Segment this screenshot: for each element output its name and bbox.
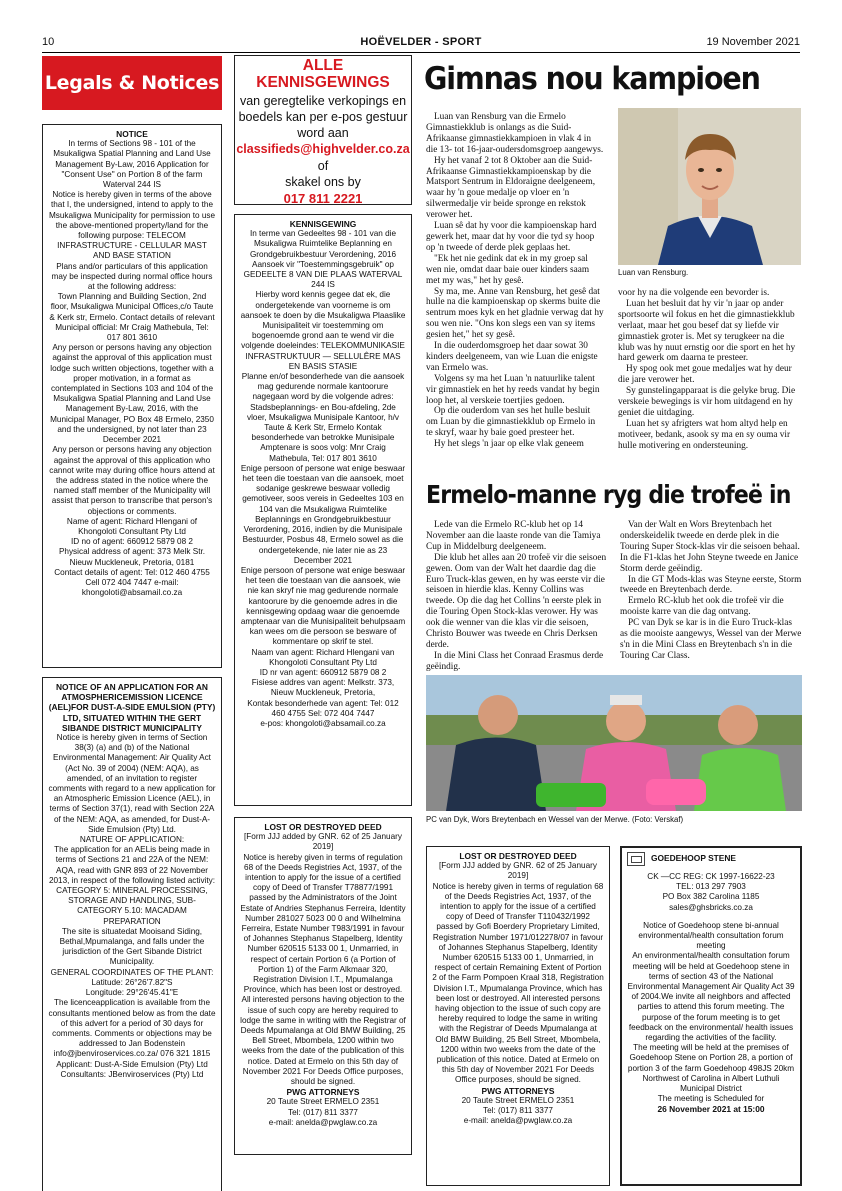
photo-illustration (618, 108, 801, 265)
photo-rc-club-members (426, 675, 802, 811)
kennisgewing-body: In terme van Gedeeltes 98 - 101 van die Msukaligwa Ruimtelike Beplanning en Grondgebruikbestuur Verordening, 2016 Aansoek vir "Toestemmingsgebruik" op GEDEELTE 8 VAN DIE PLAAS WATERVAL 244 IS Hierby word kennis gegee dat ek, die ondergetekende van voorneme is om aansoek te doen by die Msukaligwa Plaaslike Munisipaliteit vir toestemming om bogenoemde grond aan te wend vir die volgende doeleindes: TELEKOMMUNIKASIE INFRASTRUKTUUR — SELLULÊRE MAS EN BASIS STASIE Planne en/of besonderhede van die aansoek mag gedurende normale kantoorure nagegaan word by die volgende adres: Stadsbeplannings- en Bou-afdeling, 2de vloer, Msukaligwa Munisipale Kantoor, h/v Taute & Kerk Str, Ermelo Kontak besonderhede van betrokke Munisipale Amptenare is soos volg: Mnr Craig Mathebula, Tel: 017 801 3610 Enige persoon of persone wat enige beswaar het teen die toestaan van die aansoek, moet sodanige geskrewe beswaar volledig gemotiveer, soos vereis in Gedeeltes 103 en 104 van die Msukaligwa Ruimtelike Beplannings en Grondgebruikbestuur Verordening, 2016, indien by die Munisipale Bestuurder, Posbus 48, Ermelo sowel as die ondergetekende, nie later nie as 23 December 2021 Enige persoon of persone wat enige beswaar het teen die toestaan van die aansoek, wie nie kan skryf nie mag gedurende normale kantoorure by die genoemde adres in die kennisgewing opdaag waar die genoemde amptenaar van die Munisipaliteit behulpsaam kan wees om die persoon se besware of kommentare op skrif te stel. Naam van agent: Richard Hlengani van Khongoloti Consultant Pty Ltd ID nr van agent: 660912 5879 08 2 Fisiese addres van agent: Melkstr. 373, Nieuw Muckleneuk, Pretoria, Kontak besonderhede van agent: Tel: 012 460 4755 Sel: 072 404 7447 e-pos: khongoloti@absamail.co.za (240, 229, 406, 728)
issue-date: 19 November 2021 (706, 36, 800, 48)
paragraph: Die klub het alles aan 20 trofeë vir die seisoen gewen. Oom van der Walt het daardie dag die Euro Truck-klas gewen, en hy was eerste vir die seisoen in hierdie klas. Kenny Collins was tweede. Op die dag het Collins 'n eerste plek in die Touring Open Stock-klas verower. Hy was ook die wenner van die klas vir die seisoen, Christo Bouwer was tweede en Chris Derksen derde. (426, 552, 607, 650)
photo-caption-rc-club: PC van Dyk, Wors Breytenbach en Wessel van der Merwe. (Foto: Verskaf) (426, 815, 684, 824)
paragraph: Hy spog ook met goue medaljes wat hy deur die jare verower het. (618, 364, 792, 386)
lost-deed-body: [Form JJJ added by GNR. 62 of 25 January 2019] Notice is hereby given in terms of regulation 68 of the Deeds Registries Act, 1937, of the intention to apply for the issue of a certified copy of Deed of Transfer T78877/1991 passed by the Administrators of the Joint Estate of Andries Stephanus Ferreira, Identity Number 281027 5023 00 0 and Wilhelmina Ferreira, Estate Number T983/1991 in favour of Johannes Stephanus Stapelberg, Identity Number 620515 5133 00 1, Unmarried, in respect of certain Portion 6 (a Portion of Portion 1) of the Farm Alkmaar 320, Registration Division I.T., Mpumalanga Province, which has been lost or destroyed. All interested persons having objection to the issue of such copy are hereby required to lodge the same in writing with the Registrar of Deeds Mpumalanga at Old BMW Building, 25 Bell Street, Mbombela, 1200 within two weeks from the date of the publication of this notice. Dated at Ermelo on this 5th day of November 2021 For Deeds Office purposes, should be signed. (240, 832, 406, 1087)
paragraph: Sy gunstelingapparaat is die gelyke brug. Die verskeie bewegings is vir hom uitdagend en hy geniet die uitdaging. (618, 386, 796, 418)
goedehoop-logo-icon (627, 852, 645, 866)
paragraph: Op die ouderdom van ses het hulle besluit om Luan by die gimnastiekklub op Ermelo in te skryf, waar hy baie goed presteer het. (426, 406, 596, 439)
paragraph: Luan van Rensburg van die Ermelo Gimnastiekklub is onlangs as die Suid-Afrikaanse gimnastiekkampioen in vlak 4 in die 13- tot 16-jaar-oudersdomsgroep aangewys. (426, 112, 604, 155)
article2-column-2 (620, 520, 802, 662)
header-divider (42, 52, 800, 53)
photo-caption-luan: Luan van Rensburg. (618, 268, 689, 277)
paragraph: Ermelo RC-klub het ook die trofeë vir die mooiste karre van die dag ontvang. (620, 596, 784, 618)
lost-deed-body: [Form JJJ added by GNR. 62 of 25 January 2019] Notice is hereby given in terms of regulation 68 of the Deeds Registries Act, 1937, of the intention to apply for the issue of a certified copy of Deed of Transfer T110432/1992 passed by Gofi Boerdery Proprietary Limited, Registration Number 1971/012278/07 in favour of Johannes Stephanus Stapelberg, Identity Number 620515 5133 00 1, Unmarried, in respect of certain Remaining Extent of Portion 2 of the Farm Pompoen Kraal 318, Registration Division I.T., Mpumalanga Province, which has been lost or destroyed. All interested persons having objection to the issue of such copy are hereby required to lodge the same in writing with the Registrar of Deeds Mpumalanga at Old BMW Building, 25 Bell Street, Mbombela, 1200 within two weeks from the date of the publication of this notice. Dated at Ermelo on this 5th day of November 2021 For Deeds Office purposes, should be signed. (432, 861, 604, 1085)
kennisgewings-title: KENNISGEWINGS (256, 74, 390, 91)
photo-luan-van-rensburg (618, 108, 801, 265)
paragraph: Lede van die Ermelo RC-klub het op 14 November aan die laaste ronde van die Tamiya Cup in Middelburg deelgeneem. (426, 520, 601, 552)
article1-column-2 (618, 288, 801, 452)
paragraph: Luan het besluit dat hy vir 'n jaar op ander sportsoorte wil fokus en het die gimnastiekklub verlaat, maar het gou besef dat sy liefde vir gimnastiek groter is. Met sy terugkeer na die klub was hy nuut ernstig oor die sport en het hy hard gewerk om daarna te presteer. (618, 298, 796, 364)
notice-title: NOTICE (116, 129, 148, 139)
paragraph: In die Mini Class het Conraad Erasmus derde geëindig. (426, 650, 604, 672)
ael-body: Notice is hereby given in terms of Section 38(3) (a) and (b) of the National Environmental Management: Air Quality Act (Act No. 39 of 2004) (NEM: AQA), as amended, of an invitation to register comments with regard to a new application for an Atmospheric Emission Licence (AEL), in terms of Section 37(1), read with Section 22A of the NEM: AQA, as amended, for Dust-A-Side Emulsion (Pty) Ltd. NATURE OF APPLICATION: The application for an AELis being made in terms of Sections 21 and 22A of the NEM: AQA, read with GNR 893 of 22 November 2013, in respect of the following listed activity: CATEGORY 5: MINERAL PROCESSING, STORAGE AND HANDLING, SUB-CATEGORY 5.10: MACADAM PREPARATION The site is situatedat Mooisand Siding, Bethal,Mpumalanga, and falls under the jurisdiction of the Gert Sibande District Municipality. GENERAL COORDINATES OF THE PLANT: Latitude: 26°26'7.82"S Longitude: 29°26'45.41"E The licenceapplication is available from the consultants mentioned below as from the date of this advert for a period of 30 days for comments. Comments or objections may be addressed to Jan Bodenstein info@jbenviroservices.co.za/ 076 321 1815 Applicant: Dust-A-Side Emulsion (Pty) Ltd Consultants: JBenviroservices (Pty) Ltd (48, 733, 216, 1079)
alle-title: ALLE (302, 57, 344, 74)
article2-column-1 (426, 520, 608, 673)
article-headline-gimnas: Gimnas nou kampioen (424, 61, 760, 97)
goedehoop-stene-notice (620, 846, 802, 1186)
attorneys-contact: 20 Taute Street ERMELO 2351 Tel: (017) 811 3377 e-mail: anelda@pwglaw.co.za (266, 1097, 380, 1127)
classifieds-phone: 017 811 2221 (283, 191, 363, 206)
goedehoop-registration: CK —CC REG: CK 1997-16622-23 TEL: 013 297 7903 PO Box 382 Carolina 1185 sales@ghsbricks.co.za (647, 872, 775, 912)
notice-atmospheric-emission-licence (42, 677, 222, 1191)
page-header (42, 36, 800, 52)
notice-consent-use (42, 124, 222, 668)
article-headline-ermelo: Ermelo-manne ryg die trofeë in (426, 480, 791, 509)
goedehoop-title: GOEDEHOOP STENE (651, 853, 737, 864)
paragraph: "Ek het nie gedink dat ek in my groep sal wen nie, omdat daar baie ouer kinders saam met my was," het hy gesê. (426, 253, 590, 286)
paragraph: Van der Walt en Wors Breytenbach het onderskeidelik tweede en derde plek in die Touring Super Stock-klas vir die seisoen behaal. In die F1-klas het John Steyne tweede en Janice Storm derde geëindig. (620, 520, 800, 574)
lost-deed-notice-2 (426, 846, 610, 1186)
attorneys-name: PWG ATTORNEYS (286, 1087, 360, 1098)
attorneys-name: PWG ATTORNEYS (481, 1085, 555, 1096)
kennisgewing-notice (234, 214, 412, 806)
alle-description: van geregtelike verkopings en boedels kan per e-pos gestuur word aan (238, 94, 408, 140)
paragraph: voor hy na die volgende een bevorder is. (618, 288, 770, 298)
classifieds-email-link[interactable]: classifieds@highvelder.co.za (236, 142, 410, 156)
section-title: HOËVELDER - SPORT (360, 36, 482, 48)
alle-kennisgewings-box (234, 55, 412, 205)
page-number: 10 (42, 36, 55, 48)
legals-notices-banner: Legals & Notices (42, 56, 222, 110)
paragraph: Hy het vanaf 2 tot 8 Oktober aan die Suid-Afrikaanse Gimnastiekkampioenskap by die Matsport Sentrum in Eldoraigne deelgeneem, waar hy 'n goue medalje op vloer en 'n silwermedalje vir beide spronge en rekstok verower het. (426, 155, 596, 221)
paragraph: Hy het slegs 'n jaar op elke vlak geneem (434, 439, 584, 450)
photo-illustration (426, 675, 802, 811)
kennisgewing-title: KENNISGEWING (289, 219, 357, 229)
lost-deed-title: LOST OR DESTROYED DEED (264, 822, 382, 832)
paragraph: PC van Dyk se kar is in die Euro Truck-klas as die mooiste aangewys, Wessel van der Merwe s'n in die Mini Class en Breytenbach s'n in die Touring Car Class. (620, 618, 802, 661)
paragraph: Sy ma, me. Anne van Rensburg, het gesê dat hulle na die kampioenskap op skerms buite die sentrum moes kyk en het gladnie verwag dat hy sou wen nie. "Ons kon slegs een van sy items gesien het," het sy gesê. (426, 286, 604, 341)
attorneys-contact: 20 Taute Street ERMELO 2351 Tel: (017) 811 3377 e-mail: anelda@pwglaw.co.za (461, 1095, 575, 1126)
paragraph: Volgens sy ma het Luan 'n natuurlike talent vir gimnastiek en het hy reeds vandat hy begin loop het, al verskeie toertjies gedoen. (426, 373, 600, 406)
ael-title: NOTICE OF AN APPLICATION FOR AN ATMOSPHERICEMISSION LICENCE (AEL)FOR DUST-A-SIDE EMULSION (PTY) LTD, SITUATED WITHIN THE GERT SIBANDE DISTRICT MUNICIPALITY (48, 682, 216, 733)
goedehoop-meeting-date: 26 November 2021 at 15:00 (657, 1104, 765, 1115)
article1-column-1 (426, 112, 604, 450)
alle-or: of (317, 159, 329, 173)
alle-call-us: skakel ons by (285, 175, 361, 189)
paragraph: In die ouderdomsgroep het daar sowat 30 kinders deelgeneem, van wie Luan die enigste van Ermelo was. (426, 341, 598, 373)
goedehoop-title-row (627, 852, 795, 866)
lost-deed-notice-1 (234, 817, 412, 1155)
paragraph: Luan sê dat hy voor die kampioenskap hard gewerk het, maar dat hy voor die tyd sy hoop op 'n tweede of derde plek geplaas het. (426, 221, 597, 253)
notice-body: In terms of Sections 98 - 101 of the Msukaligwa Spatial Planning and Land Use Management By-Law, 2016 Application for "Consent Use" on Portion 8 of the farm Waterval 244 IS Notice is hereby given in terms of the above that I, the undersigned, intend to apply to the Msukaligwa Municipality for permission to use the above-mentioned property/land for the following purpose: TELECOM INFRASTRUCTURE - CELLULAR MAST AND BASE STATION Plans and/or particulars of this application may be inspected during normal office hours at the following address: Town Planning and Building Section, 2nd floor, Msukaligwa Municipal Offices,c/o Taute & Kerk str, Ermelo. Contact details of relevant Municipal official: Mr Craig Mathebula, Tel: 017 801 3610 Any person or persons having any objection against the approval of this application must lodge such written objections, together with a proper motivation, in a format as contemplated in Sections 103 and 104 of the Msukaligwa Spatial Planning and Land Use Management By-Law, 2016, with the Municipal Manager, PO Box 48 Ermelo, 2350 and the undersigned, by not later than 23 December 2021 Any person or persons having any objection against the approval of this application who cannot write may during office hours attend at the address stated in the notice where the named staff member of the Municipality will assist that person to transcribe that person's objections or comments. Name of agent: Richard Hlengani of Khongoloti Consultant Pty Ltd ID no of agent: 660912 5879 08 2 Physical address of agent: 373 Melk Str. Nieuw Muckleneuk, Pretoria, 0181 Contact details of agent: Tel: 012 460 4755 Cell 072 404 7447 e-mail: khongoloti@absamail.co.za (48, 139, 216, 598)
lost-deed-title: LOST OR DESTROYED DEED (459, 851, 577, 861)
paragraph: In die GT Mods-klas was Steyne eerste, Storm tweede en Breytenbach derde. (620, 574, 802, 596)
goedehoop-body: Notice of Goedehoop stene bi-annual environmental/health consultation forum meeting An environmental/health consultation forum meeting will be held at Goedehoop stene in terms of section 43 of the National Environmental Management Air Quality Act 39 of 2004.We invite all neighbors and affected parties to attend this forum meeting. The purpose of the forum meeting is to get feedback on the environmental/ health issues regarding the activities of the facility. The meeting will be held at the premises of Goedehoop Stene on Portion 28, a portion of portion 3 of the farm Goedehoop 498JS 20km Northwest of Carolina in Albert Luthuli Municipal District The meeting is Scheduled for (627, 920, 795, 1104)
paragraph: Luan het sy afrigters wat hom altyd help en motiveer, bedank, asook sy ma en sy ouma vir hulle motivering en ondersteuning. (618, 418, 791, 451)
